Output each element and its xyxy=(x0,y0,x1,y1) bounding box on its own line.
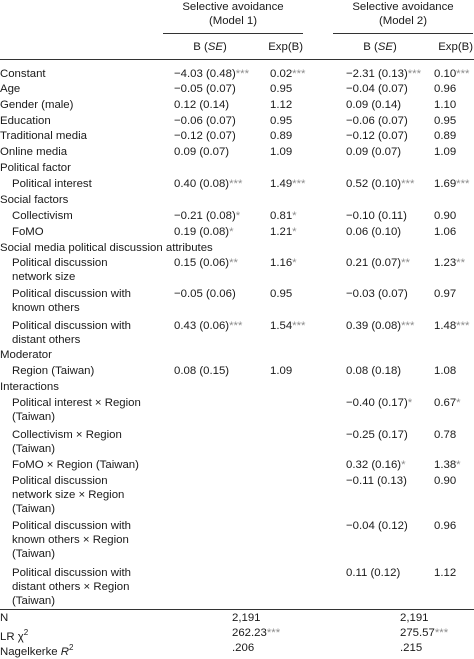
model2-b-value xyxy=(346,177,414,191)
row-label-text: Political discussion with xyxy=(12,320,132,332)
model1-footer-value-significance: *** xyxy=(266,627,281,639)
model2-b-value-text: 0.09 (0.14) xyxy=(346,99,402,111)
model1-b-value xyxy=(174,256,238,270)
row-label-line2 xyxy=(12,442,55,456)
row-label-line2 xyxy=(12,301,80,315)
model2-exp-value-significance: * xyxy=(456,397,461,409)
model2-b-value-text: 0.39 (0.08) xyxy=(346,320,402,332)
model2-b-value-significance: * xyxy=(407,397,413,409)
model2-b-value xyxy=(346,145,401,159)
footer-label-text: N xyxy=(0,612,9,624)
model2-b-value-text: 0.21 (0.07) xyxy=(346,257,402,269)
model1-heading-line1: Selective avoidance xyxy=(182,1,284,13)
model1-exp-value-text: 1.12 xyxy=(270,99,293,111)
row-label xyxy=(0,82,20,96)
model1-b-value-significance: * xyxy=(235,210,241,222)
model2-b-value-text: 0.32 (0.16) xyxy=(346,459,402,471)
col-exp-model2: Exp(B) xyxy=(438,41,473,53)
row-label xyxy=(0,114,51,128)
model1-footer-value xyxy=(232,641,254,655)
model2-b-value-text: 0.52 (0.10) xyxy=(346,178,402,190)
model2-exp-value-text: 1.06 xyxy=(434,226,457,238)
model1-b-value-text: −0.06 (0.07) xyxy=(174,115,236,127)
model2-b-value xyxy=(346,209,407,223)
row-label-line3-text: (Taiwan) xyxy=(12,595,56,607)
model2-b-value-text: −0.12 (0.07) xyxy=(346,130,408,142)
model2-footer-value-text: 2,191 xyxy=(400,612,429,624)
footer-label-superscript: 2 xyxy=(69,643,74,652)
model1-exp-value xyxy=(270,129,292,143)
model2-b-value-significance: ** xyxy=(401,257,410,269)
model2-exp-value xyxy=(434,145,456,159)
model2-exp-value xyxy=(434,396,461,410)
row-label xyxy=(12,209,73,223)
model2-rule xyxy=(333,33,473,34)
model1-b-value-text: −0.21 (0.08) xyxy=(174,210,236,222)
model1-b-value xyxy=(174,129,236,143)
model2-b-value-text: −0.06 (0.07) xyxy=(346,115,408,127)
row-label-line3-text: (Taiwan) xyxy=(12,548,56,560)
model1-exp-value-text: 0.95 xyxy=(270,115,293,127)
model2-b-value-text: 0.11 (0.12) xyxy=(346,567,401,579)
row-label-line3 xyxy=(12,502,55,516)
row-label-text: Age xyxy=(0,83,21,95)
model2-b-value-text: −0.03 (0.07) xyxy=(346,288,408,300)
model2-exp-value xyxy=(434,177,469,191)
row-label xyxy=(0,348,52,362)
model1-b-value-significance: *** xyxy=(229,320,243,332)
model1-exp-value xyxy=(270,98,292,112)
model2-b-value xyxy=(346,114,408,128)
row-label xyxy=(12,225,44,239)
model1-exp-value xyxy=(270,145,292,159)
row-label xyxy=(12,519,131,533)
model1-exp-value-text: 1.09 xyxy=(270,365,293,377)
model1-b-value-text: 0.09 (0.07) xyxy=(174,146,230,158)
model1-exp-value xyxy=(270,114,292,128)
model1-exp-value-text: 1.54 xyxy=(270,320,293,332)
model1-footer-value-text: 2,191 xyxy=(232,612,261,624)
model2-exp-value xyxy=(434,82,456,96)
model2-b-value xyxy=(346,364,401,378)
model1-footer-value xyxy=(232,611,261,625)
model1-exp-value-text: 1.09 xyxy=(270,146,293,158)
model1-b-value-significance: *** xyxy=(229,178,243,190)
model2-exp-value xyxy=(434,319,469,333)
row-label xyxy=(12,458,139,472)
model2-exp-value-text: 0.67 xyxy=(434,397,457,409)
model1-b-value xyxy=(174,319,242,333)
model2-exp-value-significance: *** xyxy=(456,178,470,190)
model2-b-value-text: −2.31 (0.13) xyxy=(346,68,408,80)
row-label-line3 xyxy=(12,547,55,561)
model1-b-value xyxy=(174,287,236,301)
model2-b-value xyxy=(346,129,408,143)
row-label-text: Political discussion with xyxy=(12,288,132,300)
model1-b-value xyxy=(174,145,229,159)
model1-b-value-significance: ** xyxy=(229,257,238,269)
model2-exp-value xyxy=(434,67,469,81)
model2-b-value-text: −0.10 (0.11) xyxy=(346,210,407,222)
model1-exp-value xyxy=(270,256,297,270)
row-label-text: Social factors xyxy=(0,194,69,206)
col-b-se-model2: B (SE) xyxy=(363,41,397,53)
model1-b-value-text: 0.43 (0.06) xyxy=(174,320,230,332)
model2-exp-value-text: 1.12 xyxy=(434,567,457,579)
model2-exp-value-text: 0.89 xyxy=(434,130,457,142)
footer-label-text: LR χ xyxy=(0,630,24,643)
model1-exp-value-text: 1.49 xyxy=(270,178,293,190)
model2-b-value xyxy=(346,396,412,410)
model1-b-value-text: 0.19 (0.08) xyxy=(174,226,230,238)
model2-exp-value xyxy=(434,458,461,472)
row-label-line2 xyxy=(12,580,129,594)
model2-footer-value xyxy=(400,641,422,655)
model1-b-value-text: 0.15 (0.06) xyxy=(174,257,230,269)
model1-b-value-significance: *** xyxy=(235,68,250,80)
row-label-line2-text: known others × Region xyxy=(12,534,129,546)
model2-b-value xyxy=(346,67,421,81)
row-label-text: Constant xyxy=(0,68,46,80)
model1-footer-value-text: .206 xyxy=(232,642,255,654)
model2-exp-value-text: 0.90 xyxy=(434,210,457,222)
row-label-text: Region (Taiwan) xyxy=(12,365,95,377)
model2-exp-value xyxy=(434,256,465,270)
model2-exp-value xyxy=(434,364,456,378)
row-label-line2-text: (Taiwan) xyxy=(12,443,56,455)
row-label-text: Traditional media xyxy=(0,130,87,142)
row-label-text: Collectivism × Region xyxy=(12,429,122,441)
model1-exp-value xyxy=(270,319,305,333)
row-label xyxy=(12,474,108,488)
model2-exp-value-significance: *** xyxy=(456,68,470,80)
model2-exp-value xyxy=(434,225,456,239)
row-label-line2 xyxy=(12,270,75,284)
model2-b-value xyxy=(346,566,400,580)
row-label-text: Collectivism xyxy=(12,210,73,222)
model2-heading-line1: Selective avoidance xyxy=(352,1,454,13)
model2-exp-value-text: 1.69 xyxy=(434,178,457,190)
model2-b-value-significance: *** xyxy=(407,68,422,80)
model2-exp-value-text: 1.38 xyxy=(434,459,457,471)
model2-exp-value xyxy=(434,519,456,533)
model2-exp-value xyxy=(434,474,456,488)
row-label xyxy=(12,287,131,301)
row-label-text: Political factor xyxy=(0,162,71,174)
model1-b-value xyxy=(174,177,242,191)
model2-exp-value-text: 0.90 xyxy=(434,475,457,487)
row-label xyxy=(0,161,71,175)
model1-b-value xyxy=(174,114,236,128)
model1-b-value-text: 0.40 (0.08) xyxy=(174,178,230,190)
model2-b-value-significance: *** xyxy=(401,320,415,332)
model1-b-value xyxy=(174,225,234,239)
row-label xyxy=(12,319,131,333)
model2-b-value-text: 0.06 (0.10) xyxy=(346,226,402,238)
model1-b-value-text: −0.05 (0.07) xyxy=(174,83,236,95)
model1-b-value-text: −0.05 (0.06) xyxy=(174,288,236,300)
row-label-text: Online media xyxy=(0,146,68,158)
row-label-line2-text: distant others × Region xyxy=(12,581,130,593)
model1-b-value-significance: * xyxy=(229,226,234,238)
model2-footer-value xyxy=(400,626,448,640)
row-label xyxy=(12,364,94,378)
model1-exp-value-text: 0.81 xyxy=(270,210,293,222)
row-label-line2 xyxy=(12,333,80,347)
model1-exp-value-text: 1.21 xyxy=(270,226,293,238)
row-label-line2 xyxy=(12,410,55,424)
model2-b-value xyxy=(346,458,406,472)
model1-exp-value-significance: * xyxy=(292,226,297,238)
row-label xyxy=(12,428,122,442)
model2-exp-value-text: 1.09 xyxy=(434,146,457,158)
model1-rule xyxy=(163,33,303,34)
col-b-se-model1: B (SE) xyxy=(193,41,227,53)
model2-b-value-text: 0.09 (0.07) xyxy=(346,146,402,158)
model1-b-value xyxy=(174,82,236,96)
model2-exp-value xyxy=(434,566,456,580)
model2-exp-value-text: 0.96 xyxy=(434,520,457,532)
model2-exp-value-significance: ** xyxy=(456,257,466,269)
model1-exp-value-significance: * xyxy=(292,210,297,222)
model1-heading-line2: (Model 1) xyxy=(208,15,258,27)
model1-exp-value xyxy=(270,209,297,223)
model1-b-value xyxy=(174,209,240,223)
footer-label-italic: R xyxy=(60,645,70,658)
model2-b-value-text: −0.04 (0.12) xyxy=(346,520,408,532)
model1-b-value-text: 0.08 (0.15) xyxy=(174,365,230,377)
model2-footer-value-text: .215 xyxy=(400,642,423,654)
model1-exp-value-text: 0.95 xyxy=(270,288,293,300)
model1-footer-value-text: 262.23 xyxy=(232,627,267,639)
model2-b-value xyxy=(346,287,408,301)
row-label xyxy=(12,566,131,580)
model2-exp-value-text: 1.48 xyxy=(434,320,457,332)
row-label-line2-text: distant others xyxy=(12,334,81,346)
model1-exp-value-significance: *** xyxy=(292,68,306,80)
model1-exp-value-text: 0.95 xyxy=(270,83,293,95)
model2-b-value-significance: *** xyxy=(401,178,415,190)
model2-heading-line2: (Model 2) xyxy=(378,15,428,27)
footer-label xyxy=(0,611,8,625)
row-label xyxy=(0,129,87,143)
model1-b-value-text: −4.03 (0.48) xyxy=(174,68,236,80)
model2-b-value xyxy=(346,319,414,333)
model1-exp-value xyxy=(270,67,305,81)
model1-exp-value xyxy=(270,225,297,239)
row-label-text: Political discussion xyxy=(12,257,108,269)
model2-exp-value xyxy=(434,428,456,442)
model2-exp-value xyxy=(434,114,456,128)
model2-b-value xyxy=(346,98,401,112)
model2-b-value-text: −0.04 (0.07) xyxy=(346,83,408,95)
model1-exp-value-significance: *** xyxy=(292,178,306,190)
row-label-text: Political discussion with xyxy=(12,520,132,532)
row-label-text: Gender (male) xyxy=(0,99,74,111)
row-label-text: Moderator xyxy=(0,349,52,361)
model2-b-value xyxy=(346,256,410,270)
footer-rule xyxy=(0,609,474,610)
model1-b-value-text: 0.12 (0.14) xyxy=(174,99,230,111)
model2-exp-value-text: 0.97 xyxy=(434,288,457,300)
model2-exp-value-text: 0.10 xyxy=(434,68,457,80)
row-label-text: Political interest × Region xyxy=(12,397,141,409)
model1-exp-value xyxy=(270,364,292,378)
row-label-text: FoMO × Region (Taiwan) xyxy=(12,459,139,471)
model1-b-value xyxy=(174,364,229,378)
model2-exp-value-significance: * xyxy=(456,459,461,471)
model2-b-value-text: −0.11 (0.13) xyxy=(346,475,407,487)
model2-b-value-text: −0.25 (0.17) xyxy=(346,429,408,441)
model1-b-value-text: −0.12 (0.07) xyxy=(174,130,236,142)
model2-exp-value xyxy=(434,98,456,112)
model2-exp-value xyxy=(434,209,456,223)
row-label-text: Political interest xyxy=(12,178,92,190)
model2-footer-value-text: 275.57 xyxy=(400,627,435,639)
model1-exp-value-text: 0.89 xyxy=(270,130,293,142)
row-label-line2-text: network size xyxy=(12,271,76,283)
model1-exp-value-significance: *** xyxy=(292,320,306,332)
model2-b-value xyxy=(346,474,407,488)
model1-exp-value-text: 0.02 xyxy=(270,68,293,80)
row-label xyxy=(0,193,68,207)
model2-b-value xyxy=(346,428,408,442)
model2-b-value xyxy=(346,519,408,533)
row-label-text: Interactions xyxy=(0,381,59,393)
row-label xyxy=(12,177,92,191)
row-label-text: Education xyxy=(0,115,51,127)
model1-b-value xyxy=(174,98,229,112)
model2-footer-value xyxy=(400,611,429,625)
model1-exp-value xyxy=(270,82,292,96)
model2-exp-value xyxy=(434,129,456,143)
row-label-line3 xyxy=(12,594,55,608)
row-label-line2 xyxy=(12,488,124,502)
model1-exp-value xyxy=(270,287,292,301)
model2-b-value xyxy=(346,82,408,96)
footer-label-superscript: 2 xyxy=(23,628,29,637)
model2-exp-value-text: 0.96 xyxy=(434,83,457,95)
row-label-text: FoMO xyxy=(12,226,44,238)
row-label-line2-text: (Taiwan) xyxy=(12,411,56,423)
row-label-text: Social media political discussion attributes xyxy=(0,242,213,254)
row-label xyxy=(0,380,59,394)
row-label-line2-text: network size × Region xyxy=(12,489,125,501)
model2-exp-value-text: 0.78 xyxy=(434,429,457,441)
model2-exp-value xyxy=(434,287,456,301)
model2-b-value-text: −0.40 (0.17) xyxy=(346,397,408,409)
model1-exp-value xyxy=(270,177,305,191)
row-label-line3-text: (Taiwan) xyxy=(12,503,56,515)
header-rule xyxy=(0,59,474,60)
model1-exp-value-text: 1.16 xyxy=(270,257,293,269)
footer-label-text: Nagelkerke xyxy=(0,645,61,658)
col-exp-model1: Exp(B) xyxy=(268,41,303,53)
footer-label xyxy=(0,641,73,659)
row-label-text: Political discussion with xyxy=(12,567,132,579)
model2-b-value-significance: * xyxy=(401,459,406,471)
model2-b-value xyxy=(346,225,401,239)
model2-footer-value-significance: *** xyxy=(434,627,449,639)
model1-b-value xyxy=(174,67,249,81)
row-label xyxy=(0,67,46,81)
model2-exp-value-text: 1.10 xyxy=(434,99,457,111)
row-label xyxy=(12,256,108,270)
row-label xyxy=(0,145,67,159)
row-label xyxy=(0,98,73,112)
model2-b-value-text: 0.08 (0.18) xyxy=(346,365,402,377)
model2-exp-value-significance: *** xyxy=(456,320,470,332)
row-label xyxy=(12,396,141,410)
model2-exp-value-text: 1.08 xyxy=(434,365,457,377)
model1-exp-value-significance: * xyxy=(292,257,297,269)
row-label-text: Political discussion xyxy=(12,475,108,487)
model1-footer-value xyxy=(232,626,280,640)
row-label-line2-text: known others xyxy=(12,302,80,314)
row-label-line2 xyxy=(12,533,129,547)
row-label xyxy=(0,241,213,255)
model2-exp-value-text: 0.95 xyxy=(434,115,457,127)
model2-exp-value-text: 1.23 xyxy=(434,257,457,269)
